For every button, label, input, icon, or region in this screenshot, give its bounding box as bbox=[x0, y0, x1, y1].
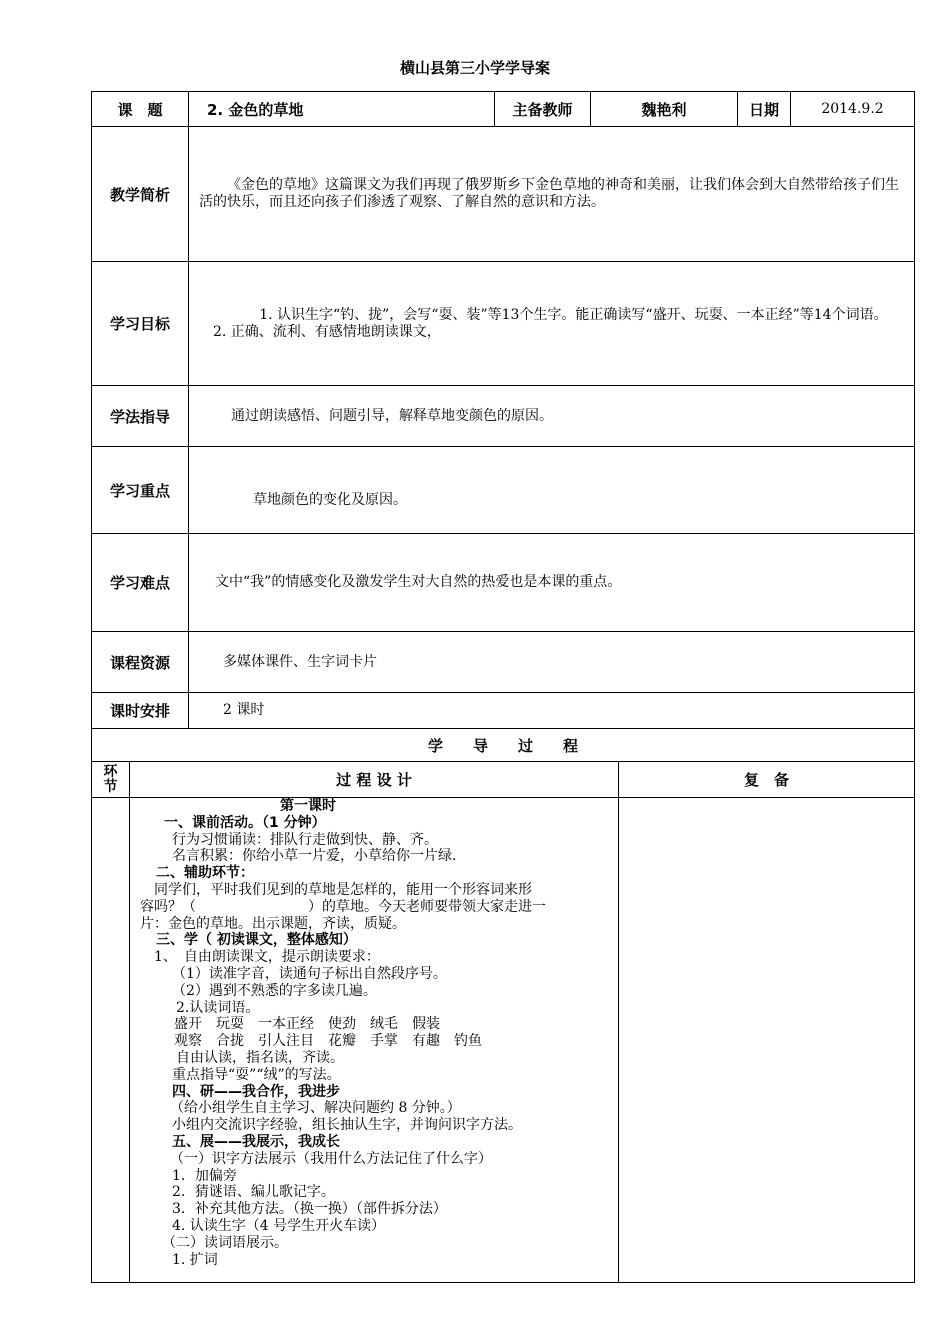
row-label-goals: 学习目标 bbox=[92, 262, 189, 386]
row-label-method: 学法指导 bbox=[92, 386, 189, 447]
process-line: 一、课前活动。（1 分钟） bbox=[164, 814, 326, 831]
row-label-key: 学习重点 bbox=[92, 447, 189, 534]
process-line: 名言积累：你给小草一片爱，小草给你一片绿. bbox=[172, 848, 457, 865]
process-line: （给小组学生自主学习、解决问题约 8 分钟。） bbox=[170, 1100, 461, 1117]
col-header-review: 复 备 bbox=[619, 762, 915, 798]
process-line: 3．补充其他方法。（换一换）（部件拆分法） bbox=[172, 1201, 447, 1218]
row-text-key: 草地颜色的变化及原因。 bbox=[189, 447, 915, 534]
process-line: 盛开 玩耍 一本正经 使劲 绒毛 假装 bbox=[174, 1016, 440, 1033]
process-line: 同学们，平时我们见到的草地是怎样的，能用一个形容词来形 bbox=[154, 881, 532, 898]
info-table bbox=[91, 91, 915, 729]
date-value: 2014.9.2 bbox=[791, 92, 915, 127]
process-line: 2.认读词语。 bbox=[176, 999, 260, 1016]
process-line: （1）读准字音，读通句子标出自然段序号。 bbox=[172, 965, 447, 982]
date-label: 日期 bbox=[738, 92, 791, 127]
goal-1: 1. 认识生字“钓、拢”，会写“耍、装”等13个生字。能正确读写“盛开、玩耍、一本正经”等14个词语。 bbox=[259, 306, 888, 323]
process-line: 小组内交流识字经验，组长抽认生字，并询问识字方法。 bbox=[172, 1117, 522, 1134]
row-label-analysis: 教学简析 bbox=[92, 127, 189, 262]
process-line: 2．猜谜语、编儿歌记字。 bbox=[172, 1184, 335, 1201]
process-title: 学 导 过 程 bbox=[92, 729, 915, 762]
section-cell bbox=[92, 798, 130, 1283]
row-text-analysis: 《金色的草地》这篇课文为我们再现了俄罗斯乡下金色草地的神奇和美丽，让我们体会到大自然带给孩子们生活的快乐，而且还向孩子们渗透了观察、了解自然的意识和方法。 bbox=[189, 127, 915, 262]
row-text-resources: 多媒体课件、生字词卡片 bbox=[189, 632, 915, 693]
process-table bbox=[91, 728, 915, 1283]
row-text-method: 通过朗读感悟、问题引导，解释草地变颜色的原因。 bbox=[189, 386, 915, 447]
process-line: 第一课时 bbox=[280, 798, 336, 814]
process-line: 行为习惯诵读：排队行走做到快、静、齐。 bbox=[172, 831, 438, 848]
process-design-cell bbox=[130, 798, 619, 1283]
goal-2: 2. 正确、流利、有感情地朗读课文， bbox=[213, 323, 441, 340]
topic-label: 课 题 bbox=[92, 92, 189, 127]
process-line: 二、辅助环节： bbox=[156, 865, 254, 882]
process-line: 五、展——我展示，我成长 bbox=[172, 1133, 340, 1150]
row-label-resources: 课程资源 bbox=[92, 632, 189, 693]
row-text-schedule: 2 课时 bbox=[189, 693, 915, 729]
teacher-value: 魏艳利 bbox=[591, 92, 738, 127]
document-title: 横山县第三小学学导案 bbox=[399, 59, 550, 77]
row-label-difficulty: 学习难点 bbox=[92, 534, 189, 632]
col-header-design: 过 程 设 计 bbox=[130, 762, 619, 798]
process-line: 片：金色的草地。出示课题，齐读，质疑。 bbox=[140, 915, 406, 932]
row-label-schedule: 课时安排 bbox=[92, 693, 189, 729]
row-text-goals bbox=[189, 262, 915, 386]
process-line: （二）读词语展示。 bbox=[162, 1234, 288, 1251]
process-line: 四、研——我合作，我进步 bbox=[172, 1083, 340, 1100]
process-lines bbox=[140, 798, 612, 1268]
process-line: 观察 合拢 引人注目 花瓣 手掌 有趣 钓鱼 bbox=[174, 1033, 482, 1050]
process-line: 1．加偏旁 bbox=[172, 1167, 237, 1184]
process-line: 1. 扩词 bbox=[172, 1251, 218, 1268]
process-line: 重点指导“耍”“绒”的写法。 bbox=[172, 1066, 341, 1083]
process-line: 三、学（ 初读课文，整体感知） bbox=[156, 932, 357, 949]
process-line: （2）遇到不熟悉的字多读几遍。 bbox=[172, 982, 377, 999]
process-line: 自由认读，指名读，齐读。 bbox=[176, 1049, 344, 1066]
topic-value: 2. 金色的草地 bbox=[189, 92, 495, 127]
teacher-label: 主备教师 bbox=[495, 92, 591, 127]
review-cell bbox=[619, 798, 915, 1283]
process-line: 1、 自由朗读课文，提示朗读要求： bbox=[154, 949, 380, 966]
process-line: 4. 认读生字（4 号学生开火车读） bbox=[172, 1217, 386, 1234]
row-text-difficulty: 文中“我”的情感变化及激发学生对大自然的热爱也是本课的重点。 bbox=[189, 534, 915, 632]
col-header-section: 环节 bbox=[92, 762, 130, 798]
process-line: （一）识字方法展示（我用什么方法记住了什么字） bbox=[170, 1150, 492, 1167]
process-line: 容吗？（ ）的草地。今天老师要带领大家走进一 bbox=[140, 898, 546, 915]
